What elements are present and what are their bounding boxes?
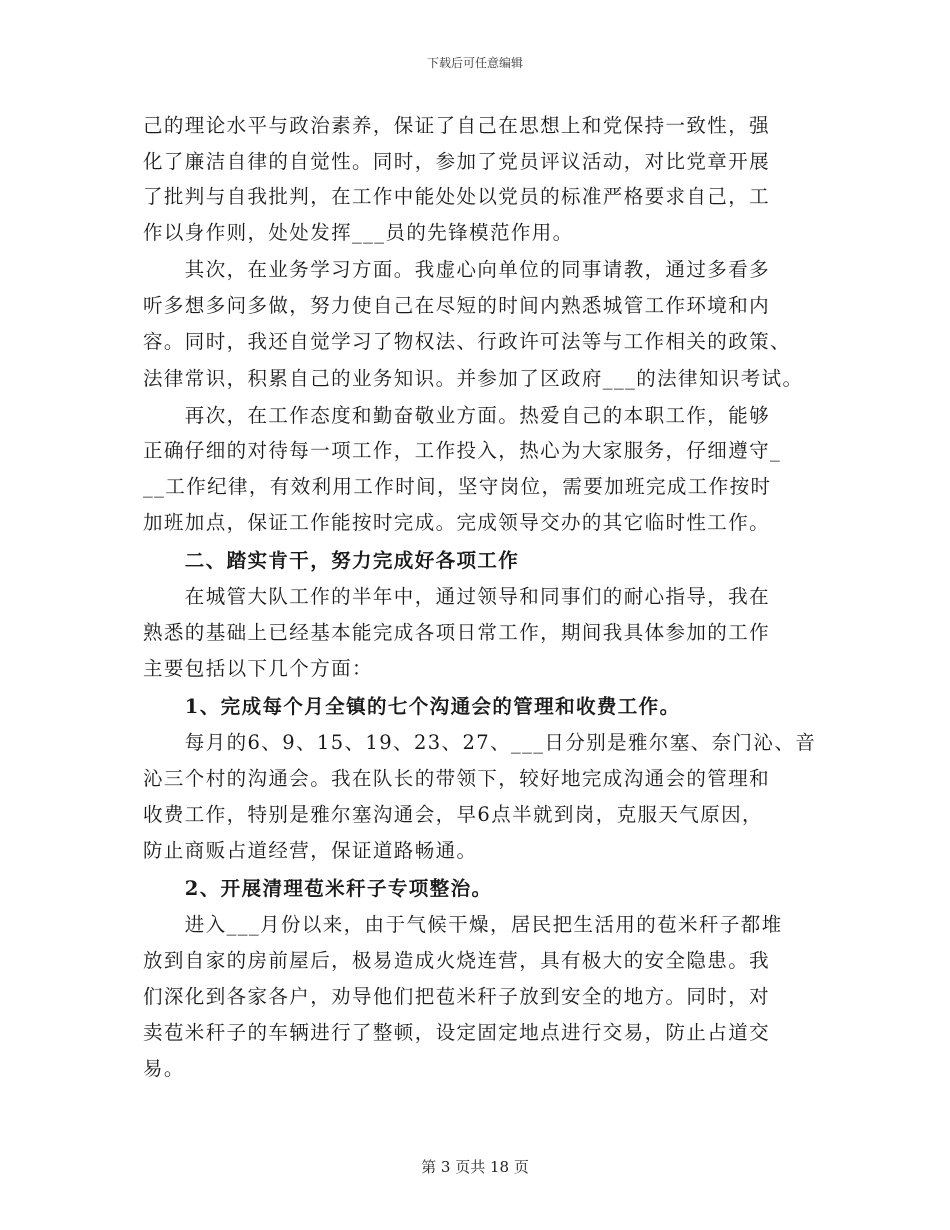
paragraph-line: 其次，在业务学习方面。我虚心向单位的同事请教，通过多看多 [143,258,771,281]
paragraph-line: 进入___月份以来，由于气候干燥，居民把生活用的苞米秆子都堆 [143,913,783,936]
paragraph-line: __工作纪律，有效利用工作时间，坚守岗位，需要加班完成工作按时 [143,475,772,498]
paragraph-line: 主要包括以下几个方面： [143,657,373,680]
paragraph-line: 了批判与自我批判，在工作中能处处以党员的标准严格要求自己，工 [143,185,771,208]
paragraph-line: 熟悉的基础上已经基本能完成各项日常工作，期间我具体参加的工作 [143,621,771,644]
paragraph-line: 听多想多问多做，努力使自己在尽短的时间内熟悉城管工作环境和内 [143,294,771,317]
paragraph-line: 易。 [143,1057,185,1080]
page-header: 下载后可任意编辑 [426,56,523,70]
paragraph-line: 己的理论水平与政治素养，保证了自己在思想上和党保持一致性，强 [143,114,771,137]
paragraph-line: 卖苞米秆子的车辆进行了整顿，设定固定地点进行交易，防止占道交 [143,1021,771,1044]
paragraph-line: 收费工作，特别是雅尔塞沟通会，早6点半就到岗，克服天气原因， [143,803,763,826]
paragraph-line: 放到自家的房前屋后，极易造成火烧连营，具有极大的安全隐患。我 [143,949,771,972]
paragraph-line: 作以身作则，处处发挥___员的先锋模范作用。 [143,221,574,244]
subsection-heading: 2、开展清理苞米秆子专项整治。 [143,877,493,900]
paragraph-line: 容。同时，我还自觉学习了物权法、行政许可法等与工作相关的政策、 [143,330,791,353]
page-footer: 第 3 页共 18 页 [421,1158,529,1176]
paragraph-line: 每月的6、9、15、19、23、27、___日分别是雅尔塞、奈门沁、音 [143,731,817,754]
paragraph-line: 加班加点，保证工作能按时完成。完成领导交办的其它临时性工作。 [143,511,771,534]
paragraph-line: 法律常识，积累自己的业务知识。并参加了区政府___的法律知识考试。 [143,367,804,390]
paragraph-line: 们深化到各家各户，劝导他们把苞米秆子放到安全的地方。同时，对 [143,985,771,1008]
subsection-heading: 1、完成每个月全镇的七个沟通会的管理和收费工作。 [143,695,681,718]
paragraph-line: 沁三个村的沟通会。我在队长的带领下，较好地完成沟通会的管理和 [143,767,771,790]
paragraph-line: 正确仔细的对待每一项工作，工作投入，热心为大家服务，仔细遵守_ [143,439,782,462]
paragraph-line: 防止商贩占道经营，保证道路畅通。 [143,839,478,862]
paragraph-line: 在城管大队工作的半年中，通过领导和同事们的耐心指导，我在 [143,585,771,608]
section-heading: 二、踏实肯干，努力完成好各项工作 [143,549,520,572]
paragraph-line: 再次，在工作态度和勤奋敬业方面。热爱自己的本职工作，能够 [143,404,771,427]
paragraph-line: 化了廉洁自律的自觉性。同时，参加了党员评议活动，对比党章开展 [143,150,771,173]
